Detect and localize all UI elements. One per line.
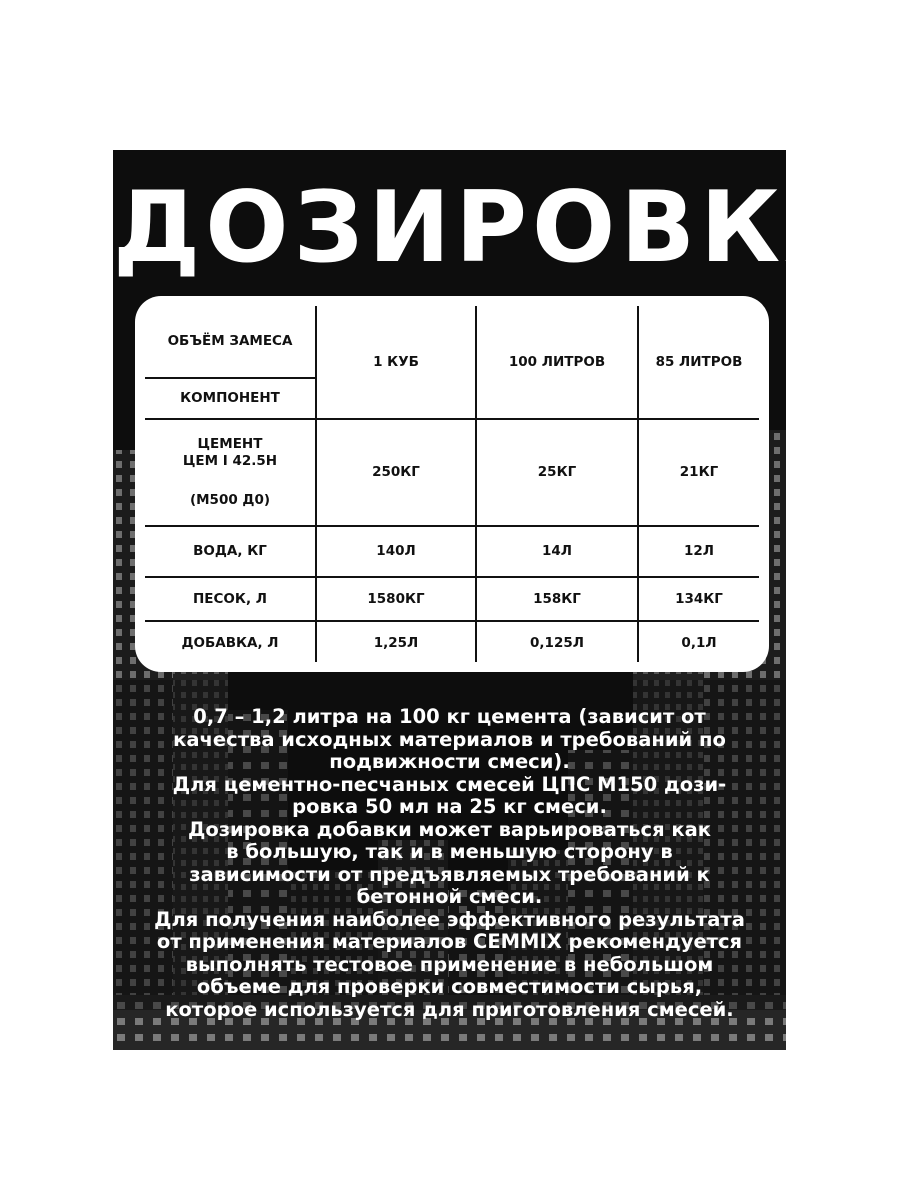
cement-85l: 21КГ [679, 464, 719, 480]
cement-1cube: 250КГ [372, 464, 420, 480]
water-85l: 12Л [684, 543, 714, 559]
row-label-water: ВОДА, КГ [193, 543, 267, 559]
sand-1cube: 1580КГ [367, 590, 425, 607]
column-header-1: 1 КУБ [373, 353, 419, 370]
water-100l: 14Л [542, 543, 572, 559]
note-line: которое используется для приготовления смесей. [165, 997, 734, 1021]
sand-85l: 134КГ [675, 590, 723, 607]
note-line: выполнять тестовое применение в небольшом [185, 952, 714, 976]
additive-1cube: 1,25Л [373, 634, 419, 651]
note-line: Для цементно-песчаных смесей ЦПС М150 дози- [172, 772, 727, 796]
note-line: подвижности смеси). [329, 750, 570, 773]
note-line: ровка 50 мл на 25 кг смеси. [292, 795, 607, 818]
volume-header-label: ОБЪЁМ ЗАМЕСА [167, 333, 293, 349]
row-label-sand: ПЕСОК, Л [193, 590, 267, 607]
row-label-cement: ЦЕМЕНТ ЦЕМ I 42.5Н (М500 Д0) [182, 436, 278, 508]
note-line: в большую, так и в меньшую сторону в [226, 840, 673, 863]
note-line: Дозировка добавки может варьироваться как [187, 817, 712, 841]
note-line: Для получения наиболее эффективного результата [154, 907, 745, 931]
cement-100l: 25КГ [537, 464, 577, 480]
volume-header [145, 306, 315, 377]
sand-100l: 158КГ [533, 590, 581, 607]
column-header-3: 85 ЛИТРОВ [655, 353, 743, 370]
note-line: от применения материалов CEMMIX рекомендуется [156, 930, 743, 953]
water-1cube: 140Л [376, 543, 416, 559]
additive-85l: 0,1Л [681, 634, 717, 651]
table-grid [135, 296, 769, 672]
note-line: бетонной смеси. [356, 885, 543, 908]
usage-notes [121, 706, 778, 1021]
note-line: объеме для проверки совместимости сырья, [196, 975, 703, 998]
page-title: ДОЗИРОВКА [113, 171, 867, 285]
component-header [145, 379, 315, 418]
note-line: зависимости от предъявляемых требований к [189, 862, 710, 886]
note-line: 0,7 – 1,2 литра на 100 кг цемента (зависит от [193, 705, 706, 728]
column-header-2: 100 ЛИТРОВ [508, 353, 606, 370]
additive-100l: 0,125Л [530, 634, 584, 651]
component-header-label: КОМПОНЕНТ [180, 390, 280, 406]
dosage-table [135, 296, 769, 672]
note-line: качества исходных материалов и требований по [173, 727, 726, 751]
dosage-poster [113, 150, 867, 1050]
row-label-additive: ДОБАВКА, Л [181, 634, 279, 651]
